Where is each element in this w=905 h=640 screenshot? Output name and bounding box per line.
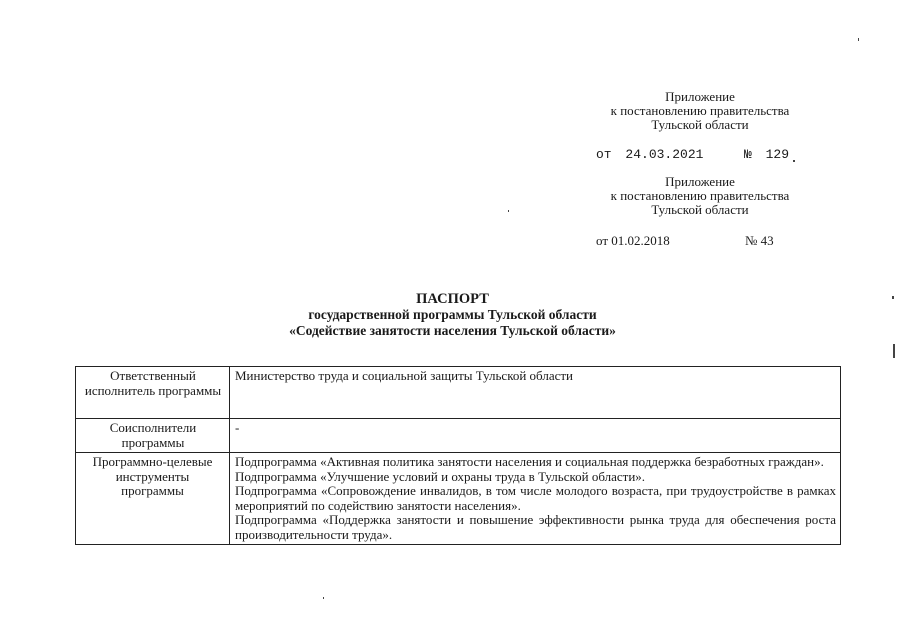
scan-speck: [323, 597, 324, 599]
title-line-3: «Содействие занятости населения Тульской области»: [289, 323, 616, 338]
row-paragraph: Подпрограмма «Поддержка занятости и повышение эффективности рынка труда для обеспечения роста производительности труда».: [235, 512, 836, 542]
amendment-number-line: [744, 147, 789, 162]
original-number-line: № 43: [745, 233, 774, 248]
table-row: [76, 453, 841, 545]
scan-speck: [858, 38, 859, 41]
scan-speck: [893, 344, 895, 358]
row-value: [230, 453, 841, 545]
original-to-resolution: к постановлению правительства: [610, 188, 790, 203]
amendment-date-prefix: от: [596, 147, 612, 162]
table-row: [76, 367, 841, 419]
table-row: [76, 419, 841, 453]
amendment-to-resolution: к постановлению правительства: [610, 103, 790, 118]
passport-title: [0, 291, 905, 339]
row-value: [230, 367, 841, 419]
passport-table: [75, 366, 841, 545]
row-paragraph: Подпрограмма «Улучшение условий и охраны труда в Тульской области».: [235, 468, 646, 484]
row-paragraph: -: [235, 420, 240, 435]
row-value: [230, 419, 841, 453]
original-appendix: Приложение: [665, 174, 735, 189]
row-label: Соисполнители программы: [76, 419, 230, 453]
amendment-number-sign: №: [744, 147, 752, 162]
row-label: Программно-целевые инструменты программы: [76, 453, 230, 545]
amendment-appendix: Приложение: [665, 89, 735, 104]
amendment-region: Тульской области: [651, 117, 749, 132]
amendment-date: 24.03.2021: [625, 147, 704, 162]
title-line-2: государственной программы Тульской области: [308, 307, 597, 322]
original-region: Тульской области: [651, 202, 749, 217]
scan-speck: [892, 296, 894, 299]
row-paragraph: Подпрограмма «Сопровождение инвалидов, в том числе молодого возраста, при трудоустройстве в рамках мероприятий по содействию занятости населения».: [235, 483, 836, 513]
title-line-1: ПАСПОРТ: [416, 291, 489, 307]
row-paragraph: Подпрограмма «Активная политика занятости населения и социальная поддержка безработных граждан».: [235, 454, 824, 469]
scan-speck: [793, 160, 795, 162]
row-paragraph: Министерство труда и социальной защиты Тульской области: [235, 368, 574, 383]
scan-speck: [508, 210, 509, 212]
amendment-date-line: [596, 147, 703, 162]
amendment-number: 129: [765, 147, 790, 162]
original-header: [590, 175, 810, 217]
original-date-line: от 01.02.2018: [596, 233, 670, 248]
row-label: Ответственный исполнитель программы: [76, 367, 230, 419]
amendment-header: [590, 90, 810, 132]
